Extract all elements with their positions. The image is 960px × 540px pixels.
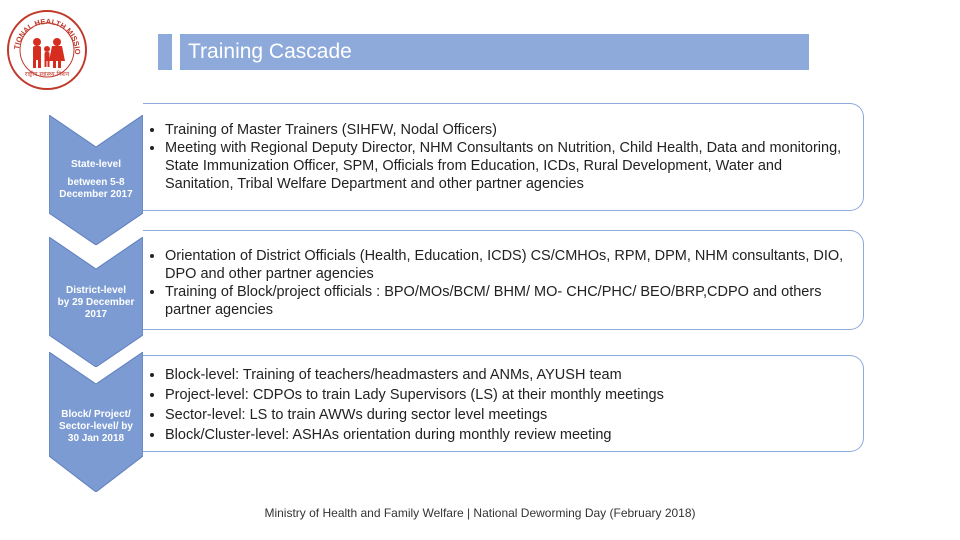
title-accent-bar	[158, 34, 172, 70]
chevron-district-level	[49, 237, 143, 367]
logo-bottom-text: राष्ट्रीय स्वास्थ्य मिशन	[24, 71, 70, 78]
block-level-list	[143, 365, 849, 445]
chevron-label: District-level by 29 December 2017	[57, 285, 135, 320]
list-item: • Meeting with Regional Deputy Director, NHM Consultants on Nutrition, Child Health, Data and monitoring, State Immunization Officer, SPM, Officials from Education, ICDs, Rural Development, Water and Sanitation, Tribal Welfare Department and other partner agencies	[165, 139, 843, 193]
chevron-label: State-level between 5-8 December 2017	[59, 159, 133, 200]
nhm-logo	[6, 8, 88, 92]
logo-ring-text: TIONAL HEALTH MISSIO	[12, 16, 83, 55]
list-item: • Training of Master Trainers (SIHFW, Nodal Officers)	[165, 121, 843, 139]
list-item: • Training of Block/project officials : BPO/MOs/BCM/ BHM/ MO- CHC/PHC/ BEO/BRP,CDPO and others partner agencies	[165, 283, 849, 319]
chevron-state-level	[49, 115, 143, 245]
list-item: • Sector-level: LS to train AWWs during sector level meetings	[165, 405, 849, 425]
footer-text: Ministry of Health and Family Welfare | National Deworming Day (February 2018)	[264, 506, 696, 520]
state-level-list	[143, 121, 843, 193]
list-item: • Block-level: Training of teachers/headmasters and ANMs, AYUSH team	[165, 365, 849, 385]
district-level-list	[143, 247, 849, 319]
chevron-block-level	[49, 352, 143, 492]
list-item: • Block/Cluster-level: ASHAs orientation during monthly review meeting	[165, 425, 849, 445]
page-title	[180, 34, 809, 70]
list-item: • Orientation of District Officials (Health, Education, ICDS) CS/CMHOs, RPM, DPM, NHM consultants, DIO, DPO and other partner agencies	[165, 247, 849, 283]
state-level-box	[143, 103, 864, 211]
page-title-text: Training Cascade	[188, 40, 352, 63]
list-item: • Project-level: CDPOs to train Lady Supervisors (LS) at their monthly meetings	[165, 385, 849, 405]
district-level-box	[143, 230, 864, 330]
chevron-label: Block/ Project/ Sector-level/ by 30 Jan 2018	[59, 409, 133, 444]
block-level-box	[143, 355, 864, 452]
